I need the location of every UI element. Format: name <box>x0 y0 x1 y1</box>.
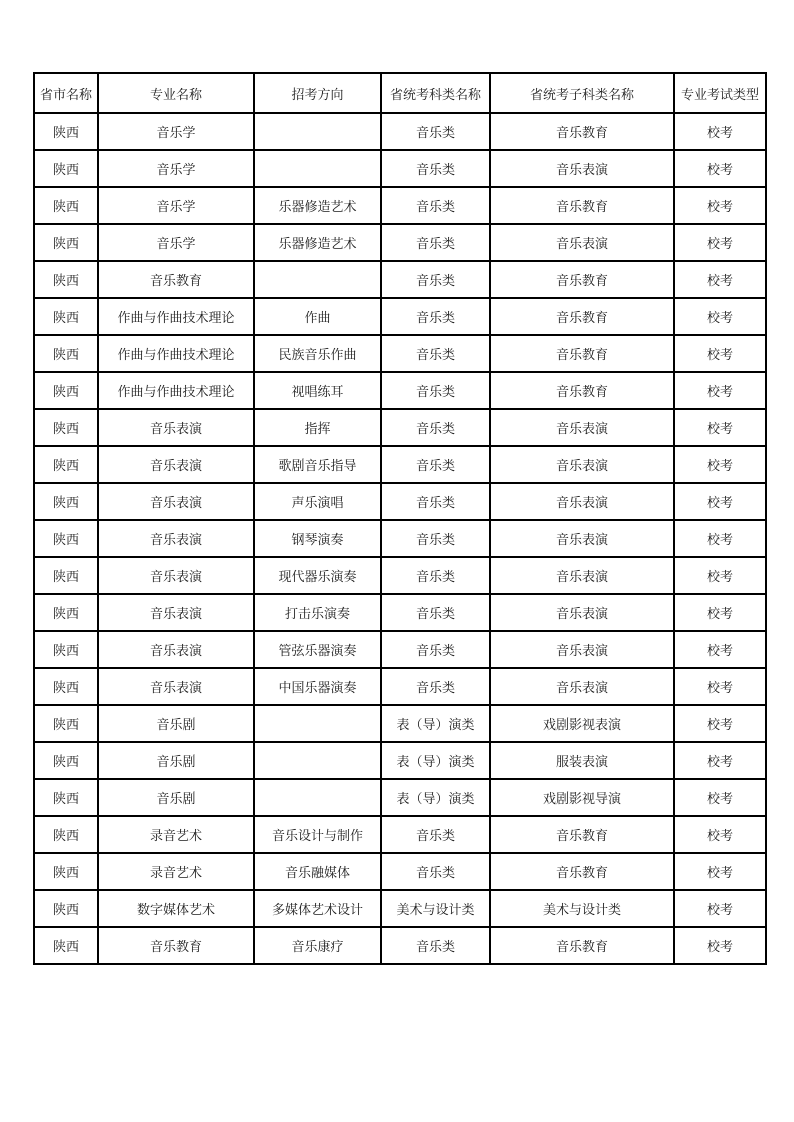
table-cell: 校考 <box>674 483 766 520</box>
table-cell: 校考 <box>674 890 766 927</box>
table-cell: 录音艺术 <box>98 853 254 890</box>
table-cell: 戏剧影视导演 <box>490 779 674 816</box>
table-cell: 音乐表演 <box>98 409 254 446</box>
table-cell: 音乐剧 <box>98 705 254 742</box>
table-row <box>34 742 766 779</box>
table-cell: 音乐融媒体 <box>254 853 381 890</box>
header-cell: 省市名称 <box>34 73 98 113</box>
table-cell: 陕西 <box>34 113 98 150</box>
table-cell: 音乐表演 <box>490 631 674 668</box>
table-cell: 音乐表演 <box>490 446 674 483</box>
table-cell: 校考 <box>674 335 766 372</box>
table-cell: 校考 <box>674 668 766 705</box>
header-cell: 省统考子科类名称 <box>490 73 674 113</box>
table-cell: 陕西 <box>34 187 98 224</box>
table-cell: 音乐类 <box>381 853 490 890</box>
table-cell: 多媒体艺术设计 <box>254 890 381 927</box>
table-cell: 音乐类 <box>381 594 490 631</box>
table-cell: 作曲与作曲技术理论 <box>98 372 254 409</box>
table-cell: 校考 <box>674 853 766 890</box>
table-cell: 录音艺术 <box>98 816 254 853</box>
table-cell: 民族音乐作曲 <box>254 335 381 372</box>
table-cell: 音乐教育 <box>98 261 254 298</box>
table-cell: 音乐学 <box>98 187 254 224</box>
table-cell: 校考 <box>674 927 766 964</box>
table-row <box>34 446 766 483</box>
table-row <box>34 927 766 964</box>
table-cell: 校考 <box>674 816 766 853</box>
table-cell: 音乐类 <box>381 520 490 557</box>
table-row <box>34 298 766 335</box>
table-cell: 音乐表演 <box>490 520 674 557</box>
table-cell: 作曲与作曲技术理论 <box>98 335 254 372</box>
table-header-row <box>34 73 766 113</box>
table-row <box>34 853 766 890</box>
table-cell: 音乐类 <box>381 224 490 261</box>
table-cell: 音乐康疗 <box>254 927 381 964</box>
table-cell: 音乐类 <box>381 298 490 335</box>
table-row <box>34 520 766 557</box>
table-cell: 音乐表演 <box>98 483 254 520</box>
table-cell: 音乐表演 <box>490 557 674 594</box>
table-cell: 校考 <box>674 261 766 298</box>
table-cell: 音乐类 <box>381 668 490 705</box>
table-cell: 打击乐演奏 <box>254 594 381 631</box>
table-cell: 音乐表演 <box>490 150 674 187</box>
table-cell: 校考 <box>674 298 766 335</box>
table-cell: 校考 <box>674 520 766 557</box>
table-row <box>34 816 766 853</box>
table-cell: 音乐类 <box>381 113 490 150</box>
table-cell: 校考 <box>674 742 766 779</box>
table-cell: 校考 <box>674 557 766 594</box>
table-cell: 校考 <box>674 705 766 742</box>
table-cell <box>254 150 381 187</box>
table-cell: 音乐类 <box>381 187 490 224</box>
table-cell: 声乐演唱 <box>254 483 381 520</box>
header-cell: 专业考试类型 <box>674 73 766 113</box>
table-cell: 音乐表演 <box>490 594 674 631</box>
table-cell: 音乐类 <box>381 150 490 187</box>
table-cell: 音乐类 <box>381 483 490 520</box>
table-cell: 校考 <box>674 409 766 446</box>
table-cell: 音乐教育 <box>490 853 674 890</box>
table-cell: 美术与设计类 <box>381 890 490 927</box>
table-cell: 音乐表演 <box>98 446 254 483</box>
table-cell: 陕西 <box>34 853 98 890</box>
table-cell: 校考 <box>674 372 766 409</box>
table-cell: 歌剧音乐指导 <box>254 446 381 483</box>
table-cell: 陕西 <box>34 261 98 298</box>
table-cell: 音乐表演 <box>98 668 254 705</box>
table-cell: 作曲 <box>254 298 381 335</box>
table-cell: 陕西 <box>34 483 98 520</box>
table-row <box>34 557 766 594</box>
table-cell: 钢琴演奏 <box>254 520 381 557</box>
table-cell: 作曲与作曲技术理论 <box>98 298 254 335</box>
table-row <box>34 224 766 261</box>
table-cell: 音乐设计与制作 <box>254 816 381 853</box>
table-cell: 音乐类 <box>381 446 490 483</box>
table-cell: 音乐学 <box>98 113 254 150</box>
table-cell: 音乐表演 <box>490 668 674 705</box>
header-cell: 招考方向 <box>254 73 381 113</box>
table-cell: 音乐教育 <box>490 816 674 853</box>
table-cell: 音乐教育 <box>490 261 674 298</box>
table-cell: 音乐教育 <box>490 187 674 224</box>
table-cell: 音乐表演 <box>490 409 674 446</box>
table-cell <box>254 779 381 816</box>
table-cell: 音乐类 <box>381 261 490 298</box>
table-cell: 音乐剧 <box>98 779 254 816</box>
table-cell: 音乐类 <box>381 631 490 668</box>
table-cell: 陕西 <box>34 668 98 705</box>
table-cell: 美术与设计类 <box>490 890 674 927</box>
table-cell: 音乐类 <box>381 816 490 853</box>
table-cell: 陕西 <box>34 890 98 927</box>
table-row <box>34 668 766 705</box>
table-cell: 音乐教育 <box>490 927 674 964</box>
admission-categories-table <box>33 72 767 965</box>
table-cell: 数字媒体艺术 <box>98 890 254 927</box>
table-cell: 陕西 <box>34 335 98 372</box>
table-cell: 陕西 <box>34 150 98 187</box>
table-cell: 音乐教育 <box>490 113 674 150</box>
table-cell: 中国乐器演奏 <box>254 668 381 705</box>
table-cell: 音乐表演 <box>98 557 254 594</box>
table-cell: 音乐表演 <box>98 631 254 668</box>
table-row <box>34 187 766 224</box>
table-cell: 陕西 <box>34 742 98 779</box>
table-cell: 现代器乐演奏 <box>254 557 381 594</box>
table-cell: 服装表演 <box>490 742 674 779</box>
table-cell: 校考 <box>674 631 766 668</box>
table-body <box>34 113 766 964</box>
table-cell: 校考 <box>674 594 766 631</box>
table-row <box>34 261 766 298</box>
table-cell: 音乐学 <box>98 224 254 261</box>
table-row <box>34 372 766 409</box>
table-row <box>34 113 766 150</box>
table-row <box>34 483 766 520</box>
table-cell: 陕西 <box>34 520 98 557</box>
table-cell: 音乐表演 <box>98 594 254 631</box>
table-cell: 音乐类 <box>381 409 490 446</box>
table-row <box>34 409 766 446</box>
table-cell: 音乐类 <box>381 335 490 372</box>
table-cell: 陕西 <box>34 631 98 668</box>
table-cell: 音乐学 <box>98 150 254 187</box>
table-cell: 校考 <box>674 113 766 150</box>
table-cell: 音乐表演 <box>490 483 674 520</box>
table-cell: 陕西 <box>34 224 98 261</box>
table-cell: 陕西 <box>34 298 98 335</box>
table-row <box>34 335 766 372</box>
table-cell: 表（导）演类 <box>381 742 490 779</box>
table-cell <box>254 113 381 150</box>
table-cell: 表（导）演类 <box>381 705 490 742</box>
table-row <box>34 890 766 927</box>
table-cell: 校考 <box>674 187 766 224</box>
table-row <box>34 594 766 631</box>
table-cell: 音乐表演 <box>490 224 674 261</box>
table-cell: 音乐表演 <box>98 520 254 557</box>
table-cell: 戏剧影视表演 <box>490 705 674 742</box>
table-cell: 陕西 <box>34 557 98 594</box>
table-cell: 校考 <box>674 446 766 483</box>
table-cell: 表（导）演类 <box>381 779 490 816</box>
table-cell: 音乐教育 <box>490 335 674 372</box>
table-cell: 音乐类 <box>381 927 490 964</box>
table-cell <box>254 742 381 779</box>
table-cell: 管弦乐器演奏 <box>254 631 381 668</box>
table-cell: 音乐教育 <box>490 298 674 335</box>
table-cell: 音乐教育 <box>490 372 674 409</box>
table-cell: 乐器修造艺术 <box>254 224 381 261</box>
header-cell: 专业名称 <box>98 73 254 113</box>
table-cell <box>254 705 381 742</box>
table-cell: 陕西 <box>34 594 98 631</box>
table-cell: 陕西 <box>34 927 98 964</box>
table-cell: 陕西 <box>34 409 98 446</box>
table-row <box>34 150 766 187</box>
table-cell: 音乐类 <box>381 372 490 409</box>
table-row <box>34 631 766 668</box>
table-cell: 陕西 <box>34 705 98 742</box>
table-row <box>34 705 766 742</box>
table-cell: 校考 <box>674 224 766 261</box>
table-cell: 陕西 <box>34 779 98 816</box>
table-row <box>34 779 766 816</box>
table-cell: 乐器修造艺术 <box>254 187 381 224</box>
table-cell: 校考 <box>674 150 766 187</box>
table-cell: 视唱练耳 <box>254 372 381 409</box>
table-cell <box>254 261 381 298</box>
table-cell: 音乐教育 <box>98 927 254 964</box>
table-cell: 音乐类 <box>381 557 490 594</box>
table-cell: 指挥 <box>254 409 381 446</box>
table-cell: 陕西 <box>34 372 98 409</box>
header-cell: 省统考科类名称 <box>381 73 490 113</box>
table-cell: 陕西 <box>34 446 98 483</box>
table-cell: 校考 <box>674 779 766 816</box>
table-cell: 音乐剧 <box>98 742 254 779</box>
table-cell: 陕西 <box>34 816 98 853</box>
